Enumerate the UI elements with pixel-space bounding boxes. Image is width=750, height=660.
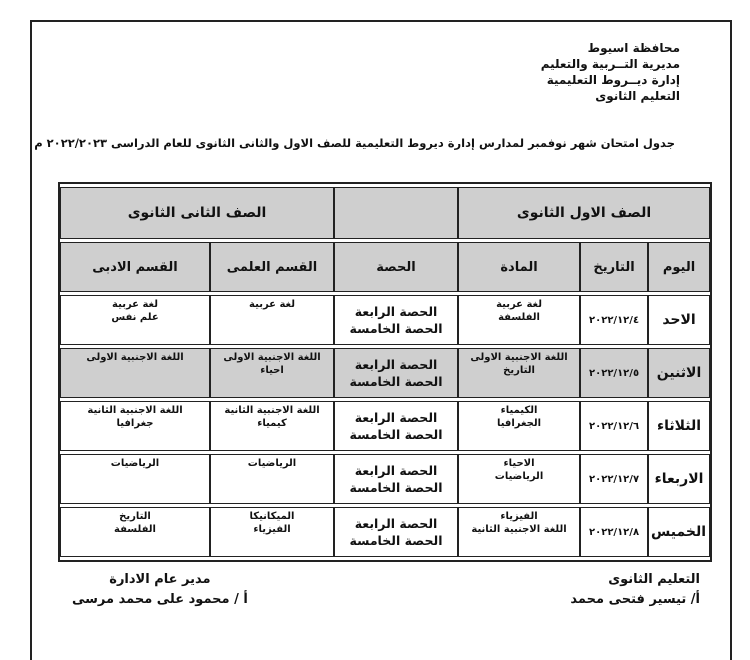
cell-science-line: الميكانيكا bbox=[249, 511, 295, 522]
cell-literary-line: اللغة الاجنبية الاولى bbox=[86, 352, 184, 363]
cell-subject bbox=[458, 295, 580, 345]
cell-science bbox=[210, 507, 334, 557]
cell-date: ٢٠٢٢/١٢/٧ bbox=[580, 454, 648, 504]
cell-period bbox=[334, 507, 458, 557]
cell-literary-line: لغة عربية bbox=[112, 299, 158, 310]
group-header-row bbox=[60, 187, 710, 239]
table-row bbox=[60, 348, 710, 398]
cell-literary-line: التاريخ bbox=[119, 511, 151, 522]
table-row bbox=[60, 401, 710, 451]
cell-period-line: الحصة الخامسة bbox=[349, 533, 443, 548]
cell-subject bbox=[458, 454, 580, 504]
header-line-directorate: مديرية التــربية والتعليم bbox=[540, 57, 680, 71]
signature-role: مدير عام الادارة bbox=[109, 572, 211, 587]
cell-literary bbox=[60, 295, 210, 345]
signature-role: التعليم الثانوى bbox=[608, 572, 700, 587]
document-page bbox=[30, 20, 732, 660]
cell-subject-line: اللغة الاجنبية الاولى bbox=[470, 352, 568, 363]
cell-science-line: لغة عربية bbox=[249, 299, 295, 310]
cell-period-line: الحصة الرابعة bbox=[354, 410, 438, 425]
cell-period-line: الحصة الرابعة bbox=[354, 304, 438, 319]
cell-day: الاحد bbox=[648, 295, 710, 345]
cell-science bbox=[210, 401, 334, 451]
header-date: التاريخ bbox=[580, 242, 648, 292]
header-line-governorate: محافظة اسيوط bbox=[587, 41, 680, 55]
schedule-title: جدول امتحان شهر نوفمبر لمدارس إدارة ديروط التعليمية للصف الاول والثانى الثانوى للعام الدراسى ٢٠٢٢/٢٠٢٣ م bbox=[34, 136, 675, 150]
cell-period-line: الحصة الخامسة bbox=[349, 427, 443, 442]
cell-literary-line: اللغة الاجنبية الثانية bbox=[87, 405, 183, 416]
cell-day: الثلاثاء bbox=[648, 401, 710, 451]
cell-science bbox=[210, 295, 334, 345]
header-line-secondary: التعليم الثانوى bbox=[595, 89, 680, 103]
cell-literary bbox=[60, 454, 210, 504]
header-literary: القسم الادبى bbox=[60, 242, 210, 292]
cell-subject bbox=[458, 401, 580, 451]
cell-date: ٢٠٢٢/١٢/٤ bbox=[580, 295, 648, 345]
cell-science-line: الرياضيات bbox=[247, 458, 297, 469]
group-first-secondary: الصف الاول الثانوى bbox=[458, 187, 710, 239]
cell-period bbox=[334, 454, 458, 504]
cell-science bbox=[210, 348, 334, 398]
cell-date: ٢٠٢٢/١٢/٦ bbox=[580, 401, 648, 451]
cell-subject-line: الاحياء bbox=[503, 458, 535, 469]
schedule-body bbox=[60, 295, 710, 557]
cell-subject-line: الرياضيات bbox=[494, 471, 544, 482]
cell-day: الخميس bbox=[648, 507, 710, 557]
cell-period-line: الحصة الرابعة bbox=[354, 516, 438, 531]
exam-schedule-table bbox=[58, 182, 712, 562]
signature-name: أ / محمود على محمد مرسى bbox=[72, 592, 248, 607]
cell-science-line: اللغة الاجنبية الثانية bbox=[224, 405, 320, 416]
header-science: القسم العلمى bbox=[210, 242, 334, 292]
cell-period-line: الحصة الرابعة bbox=[354, 463, 438, 478]
cell-subject-line: الجغرافيا bbox=[496, 418, 542, 429]
signature-name: أ/ تيسير فتحى محمد bbox=[570, 592, 700, 607]
cell-period-line: الحصة الخامسة bbox=[349, 321, 443, 336]
cell-period bbox=[334, 401, 458, 451]
cell-literary bbox=[60, 507, 210, 557]
header-block bbox=[541, 40, 680, 104]
group-middle bbox=[334, 187, 458, 239]
cell-subject-line: اللغة الاجنبية الثانية bbox=[471, 524, 567, 535]
cell-day: الاربعاء bbox=[648, 454, 710, 504]
cell-literary-line: الفلسفة bbox=[114, 524, 156, 535]
cell-subject-line: الفلسفة bbox=[498, 312, 540, 323]
cell-subject-line: الفيزياء bbox=[500, 511, 538, 522]
cell-subject-line: لغة عربية bbox=[496, 299, 542, 310]
header-period: الحصة bbox=[334, 242, 458, 292]
cell-period bbox=[334, 295, 458, 345]
cell-literary bbox=[60, 401, 210, 451]
header-subject: المادة bbox=[458, 242, 580, 292]
cell-date: ٢٠٢٢/١٢/٨ bbox=[580, 507, 648, 557]
cell-science bbox=[210, 454, 334, 504]
cell-day: الاثنين bbox=[648, 348, 710, 398]
table-row bbox=[60, 295, 710, 345]
cell-subject-line: التاريخ bbox=[503, 365, 535, 376]
cell-literary-line: علم نفس bbox=[111, 312, 159, 323]
cell-science-line: احياء bbox=[260, 365, 284, 376]
cell-literary-line: الرياضيات bbox=[110, 458, 160, 469]
cell-literary-line: جغرافيا bbox=[116, 418, 154, 429]
table-row bbox=[60, 454, 710, 504]
header-line-administration: إدارة ديــروط التعليمية bbox=[546, 73, 680, 87]
cell-subject bbox=[458, 348, 580, 398]
header-day: اليوم bbox=[648, 242, 710, 292]
cell-period bbox=[334, 348, 458, 398]
cell-science-line: الفيزياء bbox=[253, 524, 291, 535]
cell-subject bbox=[458, 507, 580, 557]
cell-science-line: كيمياء bbox=[257, 418, 287, 429]
cell-science-line: اللغة الاجنبية الاولى bbox=[223, 352, 321, 363]
cell-subject-line: الكيمياء bbox=[500, 405, 538, 416]
column-header-row bbox=[60, 242, 710, 292]
signature-secondary-education bbox=[570, 570, 700, 610]
group-second-secondary: الصف الثانى الثانوى bbox=[60, 187, 334, 239]
cell-period-line: الحصة الرابعة bbox=[354, 357, 438, 372]
cell-period-line: الحصة الخامسة bbox=[349, 480, 443, 495]
cell-period-line: الحصة الخامسة bbox=[349, 374, 443, 389]
cell-date: ٢٠٢٢/١٢/٥ bbox=[580, 348, 648, 398]
table-row bbox=[60, 507, 710, 557]
cell-literary bbox=[60, 348, 210, 398]
signature-general-manager bbox=[72, 570, 248, 610]
